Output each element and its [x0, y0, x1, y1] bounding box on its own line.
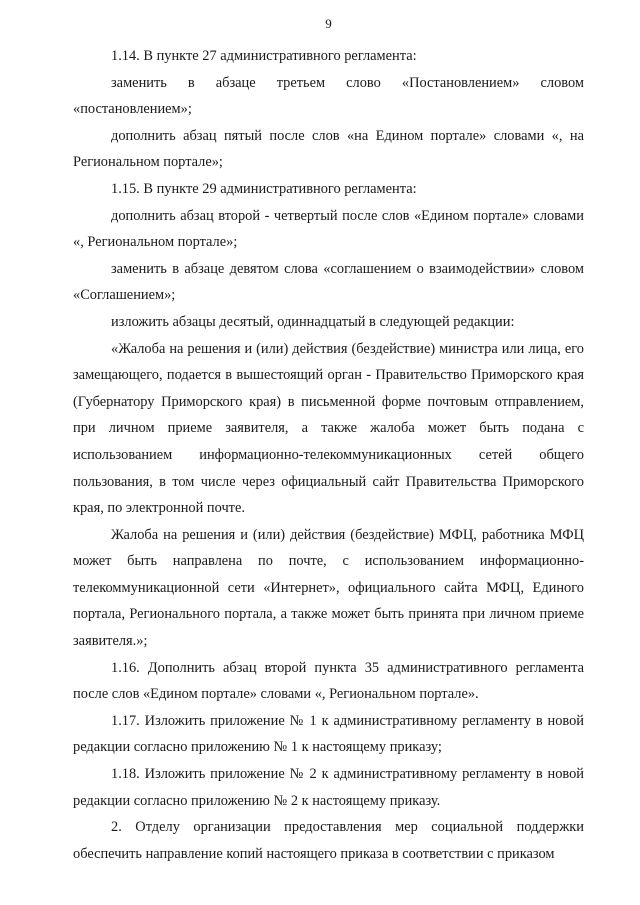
paragraph-p-replace-soglasheniem: заменить в абзаце девятом слова «соглашением о взаимодействии» словом «Соглашением»; [73, 260, 584, 304]
paragraph-p-replace-postanovleniem: заменить в абзаце третьем слово «Постановлением» словом «постановлением»; [73, 74, 584, 118]
paragraph-p-add-abzac-5: дополнить абзац пятый после слов «на Едином портале» словами «, на Региональном портале»; [73, 127, 584, 171]
paragraph-p-complaint-mfc: Жалоба на решения и (или) действия (бездействие) МФЦ, работника МФЦ может быть направлена по почте, с использованием информационно-телекоммуникационной сети «Интернет», официального сайта МФЦ, Единого портала, Регионального портала, а также может быть принята при личном приеме заявителя.»; [73, 526, 584, 650]
paragraph-p-add-abzac-2-4: дополнить абзац второй - четвертый после слов «Едином портале» словами «, Региональном портале»; [73, 207, 584, 251]
paragraph-p-1-18: 1.18. Изложить приложение № 2 к административному регламенту в новой редакции согласно приложению № 2 к настоящему приказу. [73, 766, 584, 809]
paragraph-p-1-14: 1.14. В пункте 27 административного регламента: [111, 48, 417, 64]
page-number: 9 [325, 16, 332, 31]
paragraph-p-1-16: 1.16. Дополнить абзац второй пункта 35 административного регламента после слов «Едином портале» словами «, Региональном портале». [73, 659, 584, 703]
paragraph-p-2: 2. Отделу организации предоставления мер социальной поддержки обеспечить направление копий настоящего приказа в соответствии с приказом [73, 819, 584, 862]
paragraph-p-1-15: 1.15. В пункте 29 административного регламента: [111, 180, 417, 197]
paragraph-p-1-17: 1.17. Изложить приложение № 1 к административному регламенту в новой редакции согласно приложению № 1 к настоящему приказу; [73, 712, 584, 756]
paragraph-p-new-edition: изложить абзацы десятый, одиннадцатый в следующей редакции: [111, 313, 515, 330]
paragraph-p-complaint-minister: «Жалоба на решения и (или) действия (бездействие) министра или лица, его замещающего, подается в вышестоящий орган - Правительство Приморского края (Губернатору Приморского края) в письменной форме почтовым отправлением, при личном приеме заявителя, а также жалоба может быть подана с использованием информационно-телекоммуникационных сетей общего пользования, в том числе через официальный сайт Правительства Приморского края, по электронной почте. [73, 340, 584, 517]
document-body [73, 43, 584, 867]
